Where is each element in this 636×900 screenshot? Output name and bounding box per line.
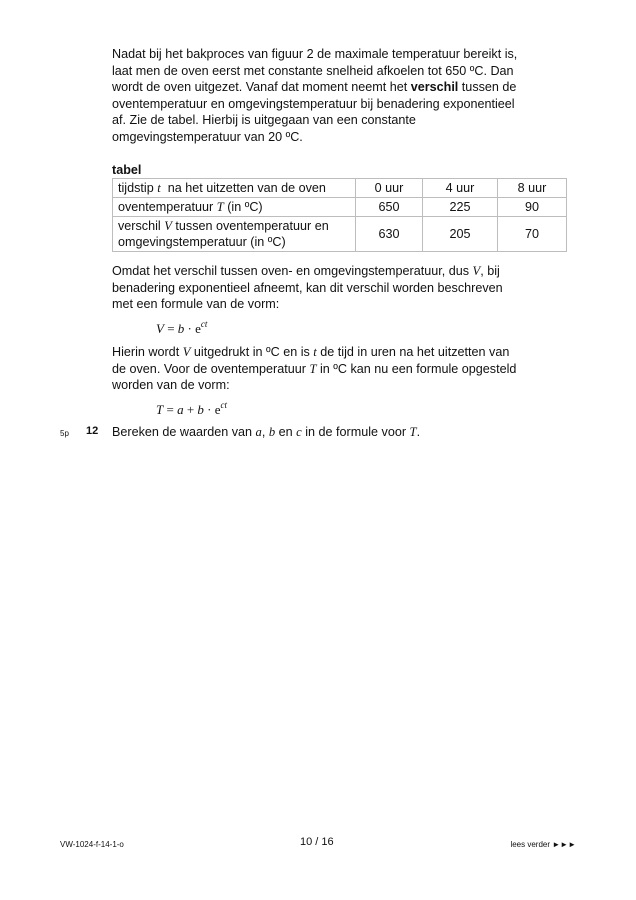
page-number: 10 / 16 [300, 836, 334, 848]
table-label-cell: oventemperatuur T (in ºC) [113, 198, 356, 217]
intro-line: wordt de oven uitgezet. Vanaf dat moment neemt het verschil tussen de [112, 80, 517, 95]
table-cell: 4 uur [423, 179, 498, 198]
table-row [113, 198, 567, 217]
table-cell: 650 [356, 198, 423, 217]
table-caption: tabel [112, 163, 142, 177]
table-label-cell: tijdstip t na het uitzetten van de oven [113, 179, 356, 198]
text-line: Omdat het verschil tussen oven- en omgevingstemperatuur, dus V, bij [112, 264, 500, 278]
table-cell: 90 [498, 198, 567, 217]
footer-code: VW-1024-f-14-1-o [60, 840, 124, 849]
footer-next: lees verder ►►► [510, 840, 576, 849]
question-text: Bereken de waarden van a, b en c in de formule voor T. [112, 425, 421, 439]
table-cell: 225 [423, 198, 498, 217]
table-row [113, 179, 567, 198]
intro-paragraph [112, 46, 552, 146]
paragraph-3 [112, 344, 552, 394]
table-row [113, 217, 567, 252]
formula-t: $T = a + b \cdot e^{ct}$ [156, 400, 228, 417]
table-label-cell: verschil V tussen oventemperatuur en omgevingstemperatuur (in ºC) [113, 217, 356, 252]
intro-line: omgevingstemperatuur van 20 ºC. [112, 129, 303, 144]
intro-line: af. Zie de tabel. Hierbij is uitgegaan van een constante [112, 113, 416, 128]
question-points: 5p [60, 429, 69, 438]
question-number: 12 [86, 425, 99, 437]
table-cell: 630 [356, 217, 423, 252]
text-line: Hierin wordt V uitgedrukt in ºC en is t de tijd in uren na het uitzetten van [112, 345, 510, 359]
intro-line: laat men de oven eerst met constante snelheid afkoelen tot 650 ºC. Dan [112, 63, 514, 78]
data-table [112, 178, 567, 252]
table-cell: 8 uur [498, 179, 567, 198]
bold-word: verschil [410, 80, 459, 95]
text-line: benadering exponentieel afneemt, kan dit verschil worden beschreven [112, 280, 503, 295]
intro-line: Nadat bij het bakproces van figuur 2 de maximale temperatuur bereikt is, [112, 47, 518, 61]
table-cell: 0 uur [356, 179, 423, 198]
text-line: met een formule van de vorm: [112, 297, 280, 312]
intro-line: oventemperatuur en omgevingstemperatuur bij benadering exponentieel [112, 96, 515, 111]
formula-v: $V = b \cdot e^{ct}$ [156, 319, 208, 336]
paragraph-2 [112, 263, 552, 313]
text-line: worden van de vorm: [112, 378, 230, 393]
table-cell: 205 [423, 217, 498, 252]
table-cell: 70 [498, 217, 567, 252]
text-line: de oven. Voor de oventemperatuur T in ºC kan nu een formule opgesteld [112, 361, 517, 376]
